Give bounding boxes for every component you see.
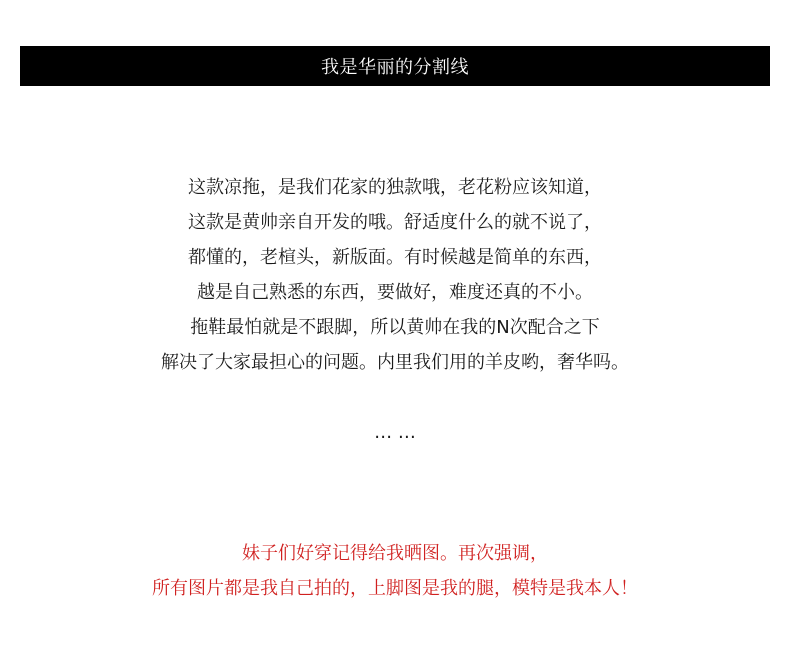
divider-label: 我是华丽的分割线 [321, 57, 469, 78]
description-line: 这款凉拖，是我们花家的独款哦，老花粉应该知道， [188, 177, 602, 198]
description-line: 都懂的，老楦头，新版面。有时候越是简单的东西， [188, 247, 602, 268]
description-line: 解决了大家最担心的问题。内里我们用的羊皮哟，奢华吗。 [161, 352, 629, 373]
notice-line: 妹子们好穿记得给我晒图。再次强调， [242, 543, 548, 564]
notice-line: 所有图片都是我自己拍的，上脚图是我的腿，模特是我本人！ [152, 578, 638, 599]
description-line: 这款是黄帅亲自开发的哦。舒适度什么的就不说了， [188, 212, 602, 233]
product-description [0, 170, 790, 380]
ellipsis-text: … … [374, 422, 416, 443]
divider-banner [20, 46, 770, 86]
description-line: 拖鞋最怕就是不跟脚，所以黄帅在我的N次配合之下 [190, 317, 600, 338]
photo-notice [0, 536, 790, 606]
description-line: 越是自己熟悉的东西，要做好，难度还真的不小。 [197, 282, 593, 303]
